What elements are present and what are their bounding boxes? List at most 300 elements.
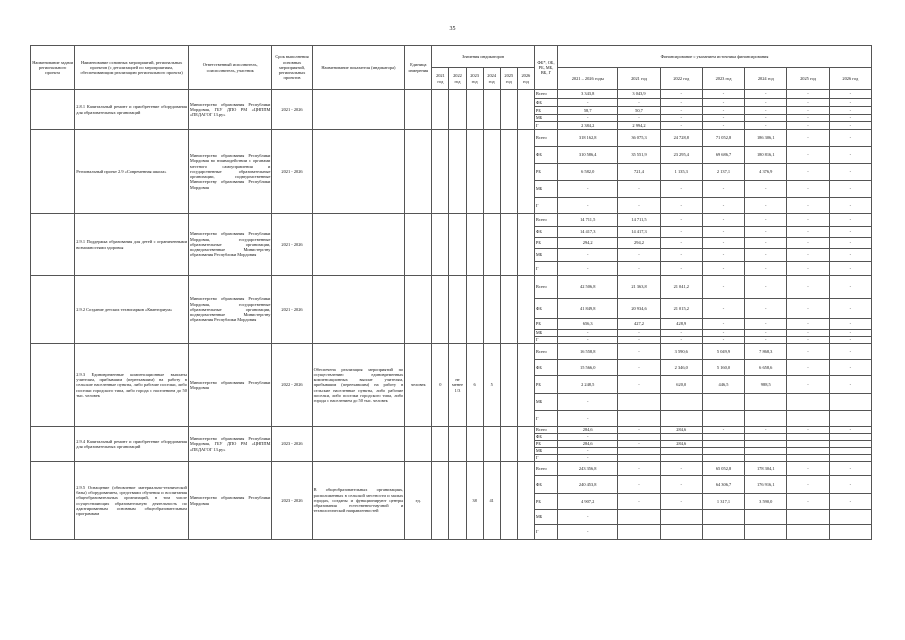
- finance-value-cell: [660, 411, 702, 427]
- finance-value-cell: [618, 434, 660, 441]
- indicator-value-cell: [500, 214, 517, 276]
- unit-cell: [405, 427, 432, 462]
- finance-value-cell: -: [829, 337, 871, 344]
- header-fin-col: 2024 год: [745, 68, 787, 90]
- finance-value-cell: 6 582,0: [558, 164, 618, 181]
- header-task: Наименование задачи регионального проекта: [31, 46, 75, 90]
- indicator-value-cell: 0: [432, 344, 449, 427]
- finance-value-cell: 7 868,3: [745, 344, 787, 360]
- finance-value-cell: -: [702, 181, 744, 198]
- finance-value-cell: -: [558, 330, 618, 337]
- finance-value-cell: 14 711,5: [618, 214, 660, 227]
- finance-value-cell: -: [745, 249, 787, 262]
- finance-value-cell: -: [618, 376, 660, 394]
- finance-value-cell: 24 728,8: [660, 130, 702, 147]
- finance-value-cell: -: [787, 330, 829, 337]
- finance-value-cell: [829, 510, 871, 525]
- finance-value-cell: -: [787, 107, 829, 115]
- indicator-value-cell: [483, 90, 500, 130]
- finance-value-cell: 284,6: [660, 427, 702, 434]
- finance-value-cell: -: [702, 107, 744, 115]
- finance-value-cell: [702, 525, 744, 540]
- finance-value-cell: [702, 510, 744, 525]
- finance-value-cell: -: [702, 427, 744, 434]
- indicator-cell: [312, 427, 405, 462]
- header-year: 2024 год: [483, 68, 500, 90]
- finance-value-cell: -: [702, 337, 744, 344]
- term-cell: 2021 - 2026: [272, 130, 312, 214]
- finance-value-cell: -: [829, 249, 871, 262]
- source-cell: МБ: [534, 249, 557, 262]
- header-finance-group: Финансирование с указанием источника финансирования: [558, 46, 872, 68]
- finance-value-cell: [787, 455, 829, 462]
- finance-value-cell: -: [787, 164, 829, 181]
- table-row: [31, 214, 872, 227]
- finance-value-cell: [745, 525, 787, 540]
- finance-value-cell: 41 849,8: [558, 299, 618, 319]
- finance-value-cell: -: [660, 238, 702, 249]
- finance-value-cell: [702, 441, 744, 448]
- event-cell: 2.8.1 Капитальный ремонт и приобретение оборудования для образовательных организаций: [75, 90, 189, 130]
- finance-value-cell: 36 075,3: [618, 130, 660, 147]
- finance-value-cell: -: [787, 130, 829, 147]
- finance-value-cell: [829, 525, 871, 540]
- finance-value-cell: -: [787, 427, 829, 434]
- finance-value-cell: -: [787, 214, 829, 227]
- finance-value-cell: 4 907,2: [558, 494, 618, 510]
- finance-value-cell: -: [829, 115, 871, 122]
- finance-value-cell: 3 343,8: [558, 90, 618, 99]
- finance-value-cell: -: [829, 90, 871, 99]
- finance-value-cell: [745, 448, 787, 455]
- finance-value-cell: -: [745, 214, 787, 227]
- finance-value-cell: [618, 394, 660, 411]
- finance-value-cell: 21 015,2: [660, 299, 702, 319]
- finance-value-cell: [618, 411, 660, 427]
- source-cell: ФБ: [534, 360, 557, 376]
- indicator-value-cell: [500, 427, 517, 462]
- executor-cell: Министерство образования Республики Мордовия во взаимодействии с органами местного самоуправления и государственные образовательные организации, подведомственные Министерству образования Республики Мордовия: [188, 130, 271, 214]
- executor-cell: Министерство образования Республики Мордовия: [188, 462, 271, 540]
- finance-value-cell: -: [660, 214, 702, 227]
- finance-value-cell: -: [829, 147, 871, 164]
- source-cell: Всего: [534, 462, 557, 476]
- finance-value-cell: -: [745, 99, 787, 107]
- indicator-value-cell: [500, 90, 517, 130]
- indicator-value-cell: [449, 427, 466, 462]
- header-fin-col: 2026 год: [829, 68, 871, 90]
- executor-cell: Министерство образования Республики Мордовия, государственные образовательные организации, подведомственные Министерству образования Республики Мордовия: [188, 214, 271, 276]
- unit-cell: человек: [405, 344, 432, 427]
- source-cell: Всего: [534, 427, 557, 434]
- finance-value-cell: -: [787, 99, 829, 107]
- finance-value-cell: -: [787, 115, 829, 122]
- finance-value-cell: 2 137,1: [702, 164, 744, 181]
- term-cell: 2023 - 2026: [272, 462, 312, 540]
- finance-value-cell: [829, 455, 871, 462]
- source-cell: МБ: [534, 330, 557, 337]
- indicator-value-cell: не менее 1/3: [449, 344, 466, 427]
- indicator-value-cell: [517, 214, 534, 276]
- finance-value-cell: -: [660, 262, 702, 276]
- finance-value-cell: -: [618, 115, 660, 122]
- finance-value-cell: -: [660, 198, 702, 214]
- finance-value-cell: [745, 394, 787, 411]
- finance-value-cell: 15 566,0: [558, 360, 618, 376]
- finance-value-cell: [745, 455, 787, 462]
- finance-value-cell: 21 363,8: [618, 276, 660, 299]
- unit-cell: ед.: [405, 462, 432, 540]
- finance-value-cell: 318 162,8: [558, 130, 618, 147]
- finance-value-cell: [660, 448, 702, 455]
- source-cell: Г: [534, 122, 557, 130]
- finance-value-cell: 14 417,3: [558, 227, 618, 238]
- source-cell: Г: [534, 198, 557, 214]
- event-cell: 2.9.1 Поддержка образования для детей с ограниченными возможностями здоровья: [75, 214, 189, 276]
- source-cell: ФБ: [534, 147, 557, 164]
- finance-value-cell: [829, 434, 871, 441]
- finance-value-cell: -: [702, 238, 744, 249]
- table-body: [31, 90, 872, 540]
- finance-value-cell: [618, 525, 660, 540]
- finance-value-cell: 14 417,3: [618, 227, 660, 238]
- finance-value-cell: -: [618, 249, 660, 262]
- finance-value-cell: -: [787, 249, 829, 262]
- finance-value-cell: 35 551,9: [618, 147, 660, 164]
- finance-value-cell: 3 043,9: [618, 90, 660, 99]
- finance-value-cell: -: [660, 115, 702, 122]
- finance-value-cell: -: [787, 238, 829, 249]
- finance-value-cell: [787, 394, 829, 411]
- finance-value-cell: 294,2: [618, 238, 660, 249]
- finance-value-cell: [787, 525, 829, 540]
- finance-value-cell: [660, 510, 702, 525]
- finance-value-cell: [787, 510, 829, 525]
- source-cell: Г: [534, 525, 557, 540]
- source-cell: Всего: [534, 344, 557, 360]
- finance-value-cell: -: [660, 462, 702, 476]
- finance-value-cell: -: [787, 262, 829, 276]
- indicator-value-cell: [466, 90, 483, 130]
- source-cell: Г: [534, 262, 557, 276]
- header-year: 2026 год: [517, 68, 534, 90]
- finance-value-cell: -: [787, 147, 829, 164]
- finance-value-cell: -: [829, 214, 871, 227]
- finance-value-cell: 243 356,8: [558, 462, 618, 476]
- finance-value-cell: [702, 434, 744, 441]
- finance-value-cell: 64 306,7: [702, 476, 744, 494]
- finance-value-cell: 1 135,3: [660, 164, 702, 181]
- indicator-value-cell: [432, 462, 449, 540]
- finance-value-cell: -: [829, 360, 871, 376]
- indicator-value-cell: 5: [483, 344, 500, 427]
- unit-cell: [405, 276, 432, 344]
- header-indicator: Наименование показателя (индикатора): [312, 46, 405, 90]
- header-events: Наименование основных мероприятий, региональных проектов (с детализацией по мероприятиям, обеспечивающим реализацию регионального проекта): [75, 46, 189, 90]
- finance-value-cell: -: [618, 462, 660, 476]
- finance-value-cell: -: [829, 181, 871, 198]
- table-row: [31, 276, 872, 299]
- header-term: Срок выполнения основных мероприятий, региональных проектов: [272, 46, 312, 90]
- finance-value-cell: -: [787, 462, 829, 476]
- finance-value-cell: -: [702, 214, 744, 227]
- finance-value-cell: -: [618, 337, 660, 344]
- finance-value-cell: -: [787, 344, 829, 360]
- finance-value-cell: -: [660, 181, 702, 198]
- source-cell: РБ: [534, 319, 557, 330]
- task-cell: [31, 276, 75, 344]
- financing-table: [30, 45, 872, 540]
- finance-value-cell: -: [787, 360, 829, 376]
- source-cell: Г: [534, 455, 557, 462]
- finance-value-cell: 294,2: [558, 238, 618, 249]
- finance-value-cell: [618, 455, 660, 462]
- finance-value-cell: -: [660, 107, 702, 115]
- finance-value-cell: -: [558, 394, 618, 411]
- finance-value-cell: 427,2: [618, 319, 660, 330]
- finance-value-cell: [660, 525, 702, 540]
- finance-value-cell: -: [829, 494, 871, 510]
- finance-value-cell: 23 295,4: [660, 147, 702, 164]
- finance-value-cell: -: [618, 427, 660, 434]
- finance-value-cell: -: [745, 319, 787, 330]
- term-cell: 2021 - 2026: [272, 214, 312, 276]
- finance-value-cell: -: [558, 249, 618, 262]
- finance-value-cell: 69 686,7: [702, 147, 744, 164]
- finance-value-cell: -: [787, 90, 829, 99]
- finance-value-cell: 240 453,8: [558, 476, 618, 494]
- header-fin-col: 2021 год: [618, 68, 660, 90]
- finance-value-cell: -: [829, 107, 871, 115]
- finance-value-cell: -: [787, 337, 829, 344]
- executor-cell: Министерство образования Республики Мордовия, ГБУ ДПО РМ «ЦНППМ «ПЕДАГОГ 13.ру»: [188, 90, 271, 130]
- finance-value-cell: [660, 394, 702, 411]
- finance-value-cell: 4 376,9: [745, 164, 787, 181]
- table-row: [31, 427, 872, 434]
- indicator-value-cell: [466, 214, 483, 276]
- table-row: [31, 90, 872, 99]
- finance-value-cell: -: [829, 262, 871, 276]
- indicator-cell: [312, 214, 405, 276]
- finance-value-cell: -: [829, 376, 871, 394]
- finance-value-cell: -: [745, 238, 787, 249]
- finance-value-cell: 5 160,0: [702, 360, 744, 376]
- finance-value-cell: 721,4: [618, 164, 660, 181]
- source-cell: РБ: [534, 441, 557, 448]
- finance-value-cell: -: [829, 276, 871, 299]
- finance-value-cell: -: [618, 330, 660, 337]
- finance-value-cell: -: [829, 344, 871, 360]
- finance-value-cell: -: [660, 249, 702, 262]
- event-cell: 2.9.5 Оснащение (обновление материально-технической базы) оборудованием, средствами обучения и воспитания общеобразовательных организаций, в том числе осуществляющих образовательную деятельность по адаптированным основным общеобразовательным программам: [75, 462, 189, 540]
- finance-value-cell: -: [702, 249, 744, 262]
- finance-value-cell: -: [745, 299, 787, 319]
- finance-value-cell: 2 384,2: [558, 122, 618, 130]
- finance-value-cell: -: [745, 107, 787, 115]
- finance-value-cell: 2 346,0: [660, 360, 702, 376]
- finance-value-cell: -: [618, 262, 660, 276]
- finance-value-cell: -: [702, 319, 744, 330]
- indicator-value-cell: [500, 344, 517, 427]
- finance-value-cell: -: [829, 330, 871, 337]
- finance-value-cell: -: [829, 198, 871, 214]
- indicator-value-cell: [449, 214, 466, 276]
- finance-value-cell: -: [702, 262, 744, 276]
- finance-value-cell: [829, 394, 871, 411]
- finance-value-cell: -: [618, 181, 660, 198]
- finance-value-cell: [702, 394, 744, 411]
- finance-value-cell: -: [745, 115, 787, 122]
- finance-value-cell: -: [618, 441, 660, 448]
- finance-value-cell: 65 052,8: [702, 462, 744, 476]
- finance-value-cell: -: [702, 122, 744, 130]
- finance-value-cell: -: [745, 122, 787, 130]
- finance-value-cell: [618, 448, 660, 455]
- finance-value-cell: -: [745, 427, 787, 434]
- finance-value-cell: 656,3: [558, 319, 618, 330]
- finance-value-cell: [787, 441, 829, 448]
- table-header: [31, 46, 872, 90]
- finance-value-cell: 284,6: [660, 441, 702, 448]
- header-year: 2021 год: [432, 68, 449, 90]
- indicator-value-cell: [517, 130, 534, 214]
- finance-value-cell: [829, 441, 871, 448]
- finance-value-cell: 20 934,6: [618, 299, 660, 319]
- finance-value-cell: 50,7: [618, 107, 660, 115]
- finance-value-cell: -: [618, 99, 660, 107]
- executor-cell: Министерство образования Республики Мордовия, государственные образовательные организации, подведомственные Министерству образования Республики Мордовия: [188, 276, 271, 344]
- finance-value-cell: -: [558, 99, 618, 107]
- term-cell: 2022 - 2026: [272, 344, 312, 427]
- finance-value-cell: -: [618, 360, 660, 376]
- term-cell: 2021 - 2026: [272, 90, 312, 130]
- finance-value-cell: [660, 434, 702, 441]
- source-cell: Всего: [534, 276, 557, 299]
- indicator-value-cell: [517, 462, 534, 540]
- event-cell: 2.9.4 Капитальный ремонт и приобретение оборудования для образовательных организаций: [75, 427, 189, 462]
- indicator-value-cell: 6: [466, 344, 483, 427]
- header-fin-col: 2022 год: [660, 68, 702, 90]
- task-cell: [31, 130, 75, 214]
- indicator-value-cell: 41: [483, 462, 500, 540]
- finance-value-cell: 14 711,5: [558, 214, 618, 227]
- indicator-cell: [312, 90, 405, 130]
- finance-value-cell: -: [660, 90, 702, 99]
- finance-value-cell: -: [745, 90, 787, 99]
- finance-value-cell: -: [702, 115, 744, 122]
- indicator-value-cell: [483, 130, 500, 214]
- task-cell: [31, 344, 75, 427]
- finance-value-cell: -: [558, 411, 618, 427]
- finance-value-cell: -: [829, 476, 871, 494]
- unit-cell: [405, 90, 432, 130]
- source-cell: ФБ: [534, 99, 557, 107]
- finance-value-cell: -: [558, 510, 618, 525]
- finance-value-cell: 284,6: [558, 441, 618, 448]
- finance-value-cell: [702, 455, 744, 462]
- indicator-value-cell: [432, 130, 449, 214]
- executor-cell: Министерство образования Республики Мордовия, ГБУ ДПО РМ «ЦНППМ «ПЕДАГОГ 13.ру»: [188, 427, 271, 462]
- finance-value-cell: -: [558, 262, 618, 276]
- indicator-value-cell: [500, 462, 517, 540]
- indicator-value-cell: [466, 276, 483, 344]
- finance-value-cell: -: [660, 476, 702, 494]
- source-cell: РБ: [534, 107, 557, 115]
- header-year: 2022 год: [449, 68, 466, 90]
- indicator-value-cell: [517, 276, 534, 344]
- indicator-value-cell: [500, 130, 517, 214]
- finance-value-cell: -: [745, 227, 787, 238]
- finance-value-cell: 1 317,1: [702, 494, 744, 510]
- finance-value-cell: -: [829, 238, 871, 249]
- finance-value-cell: -: [787, 376, 829, 394]
- finance-value-cell: -: [660, 122, 702, 130]
- finance-value-cell: -: [660, 337, 702, 344]
- header-year: 2025 год: [500, 68, 517, 90]
- header-source: ФБ*, ОБ, РБ, МБ, ВБ, Г: [534, 46, 557, 90]
- finance-value-cell: -: [829, 99, 871, 107]
- finance-value-cell: 71 052,8: [702, 130, 744, 147]
- indicator-value-cell: [432, 214, 449, 276]
- source-cell: МБ: [534, 448, 557, 455]
- indicator-value-cell: [449, 90, 466, 130]
- finance-value-cell: [702, 448, 744, 455]
- finance-value-cell: -: [702, 276, 744, 299]
- finance-value-cell: -: [558, 115, 618, 122]
- indicator-value-cell: [449, 130, 466, 214]
- indicator-cell: [312, 130, 405, 214]
- finance-value-cell: -: [829, 130, 871, 147]
- finance-value-cell: 310 586,4: [558, 147, 618, 164]
- indicator-value-cell: [483, 214, 500, 276]
- finance-value-cell: [660, 455, 702, 462]
- indicator-cell: [312, 276, 405, 344]
- finance-value-cell: -: [660, 99, 702, 107]
- unit-cell: [405, 130, 432, 214]
- finance-value-cell: -: [787, 276, 829, 299]
- finance-value-cell: -: [745, 276, 787, 299]
- finance-value-cell: -: [829, 122, 871, 130]
- finance-value-cell: -: [787, 122, 829, 130]
- finance-value-cell: -: [787, 198, 829, 214]
- finance-value-cell: -: [745, 330, 787, 337]
- finance-value-cell: 3 590,0: [745, 494, 787, 510]
- finance-value-cell: -: [702, 227, 744, 238]
- finance-value-cell: -: [829, 462, 871, 476]
- finance-value-cell: -: [787, 227, 829, 238]
- finance-value-cell: -: [829, 164, 871, 181]
- source-cell: МБ: [534, 115, 557, 122]
- finance-value-cell: 178 304,1: [745, 462, 787, 476]
- finance-value-cell: -: [745, 262, 787, 276]
- finance-value-cell: -: [660, 330, 702, 337]
- finance-value-cell: [618, 510, 660, 525]
- finance-value-cell: -: [618, 198, 660, 214]
- table-row: [31, 344, 872, 360]
- finance-value-cell: [745, 411, 787, 427]
- finance-value-cell: -: [787, 181, 829, 198]
- finance-value-cell: 2 248,5: [558, 376, 618, 394]
- finance-value-cell: 186 306,1: [745, 130, 787, 147]
- finance-value-cell: -: [702, 99, 744, 107]
- finance-value-cell: 6 658,6: [745, 360, 787, 376]
- task-cell: [31, 90, 75, 130]
- finance-value-cell: -: [702, 198, 744, 214]
- finance-value-cell: 428,9: [660, 319, 702, 330]
- finance-value-cell: 2 994,2: [618, 122, 660, 130]
- finance-value-cell: 180 816,1: [745, 147, 787, 164]
- finance-value-cell: -: [702, 90, 744, 99]
